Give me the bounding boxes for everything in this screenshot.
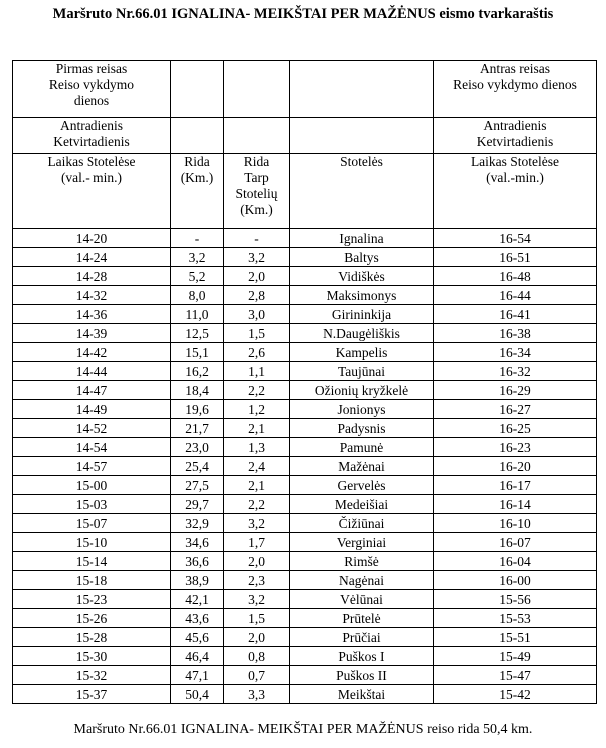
- time-second-cell: 16-17: [434, 476, 597, 495]
- stop-name-cell: Prūtelė: [290, 609, 434, 628]
- stop-name-cell: Nagėnai: [290, 571, 434, 590]
- distance-cell: 27,5: [171, 476, 224, 495]
- table-row: [13, 590, 597, 609]
- header-time-first: [13, 154, 171, 229]
- time-second-cell: 16-04: [434, 552, 597, 571]
- stop-name-cell: Taujūnai: [290, 362, 434, 381]
- distance-between-cell: 1,3: [224, 438, 290, 457]
- distance-cell: 43,6: [171, 609, 224, 628]
- stop-name-cell: Vidiškės: [290, 267, 434, 286]
- time-first-cell: 14-47: [13, 381, 171, 400]
- header-days-second: [434, 118, 597, 154]
- distance-between-cell: 2,0: [224, 552, 290, 571]
- distance-cell: 42,1: [171, 590, 224, 609]
- table-row: [13, 533, 597, 552]
- time-first-cell: 15-00: [13, 476, 171, 495]
- distance-between-cell: 2,1: [224, 476, 290, 495]
- distance-between-cell: 3,2: [224, 590, 290, 609]
- col-header-line: (Km.): [240, 202, 273, 217]
- distance-cell: 21,7: [171, 419, 224, 438]
- stop-name-cell: Meikštai: [290, 685, 434, 704]
- distance-between-cell: 2,0: [224, 267, 290, 286]
- time-first-cell: 15-32: [13, 666, 171, 685]
- time-first-cell: 15-26: [13, 609, 171, 628]
- table-row: [13, 457, 597, 476]
- col-header-line: Laikas Stotelėse: [470, 154, 560, 169]
- distance-between-cell: 2,6: [224, 343, 290, 362]
- col-header-line: (val.- min.): [60, 170, 123, 185]
- time-first-cell: 15-07: [13, 514, 171, 533]
- table-row: [13, 305, 597, 324]
- distance-between-cell: 3,2: [224, 248, 290, 267]
- distance-cell: 29,7: [171, 495, 224, 514]
- time-first-cell: 14-52: [13, 419, 171, 438]
- distance-cell: 23,0: [171, 438, 224, 457]
- header-empty-cell: [290, 118, 434, 154]
- col-header-line: Stotelės: [340, 154, 383, 169]
- distance-cell: 34,6: [171, 533, 224, 552]
- day-label: Antradienis: [60, 118, 123, 133]
- distance-cell: 3,2: [171, 248, 224, 267]
- distance-cell: 5,2: [171, 267, 224, 286]
- time-second-cell: 15-47: [434, 666, 597, 685]
- table-row: [13, 324, 597, 343]
- route-distance-note: Maršruto Nr.66.01 IGNALINA- MEIKŠTAI PER MAŽĖNUS reiso rida 50,4 km.: [73, 722, 533, 737]
- time-first-cell: 14-24: [13, 248, 171, 267]
- table-row: [13, 552, 597, 571]
- table-row: [13, 419, 597, 438]
- header-row-trips: [13, 61, 597, 118]
- time-second-cell: 16-29: [434, 381, 597, 400]
- time-second-cell: 16-27: [434, 400, 597, 419]
- time-second-cell: 16-51: [434, 248, 597, 267]
- time-second-cell: 16-41: [434, 305, 597, 324]
- distance-cell: 8,0: [171, 286, 224, 305]
- time-first-cell: 15-10: [13, 533, 171, 552]
- distance-between-cell: 1,2: [224, 400, 290, 419]
- time-first-cell: 14-36: [13, 305, 171, 324]
- distance-between-cell: 2,8: [224, 286, 290, 305]
- schedule-rows: [13, 229, 597, 704]
- table-row: [13, 343, 597, 362]
- time-second-cell: 16-54: [434, 229, 597, 248]
- header-first-trip: [13, 61, 171, 118]
- stop-name-cell: Medeišiai: [290, 495, 434, 514]
- header-first-trip-line: dienos: [73, 93, 110, 108]
- distance-cell: 38,9: [171, 571, 224, 590]
- time-second-cell: 16-34: [434, 343, 597, 362]
- header-distance: [171, 154, 224, 229]
- stop-name-cell: Rimšė: [290, 552, 434, 571]
- time-second-cell: 16-44: [434, 286, 597, 305]
- time-first-cell: 14-57: [13, 457, 171, 476]
- stop-name-cell: Maksimonys: [290, 286, 434, 305]
- table-row: [13, 229, 597, 248]
- header-distance-between: [224, 154, 290, 229]
- time-second-cell: 16-32: [434, 362, 597, 381]
- time-second-cell: 15-56: [434, 590, 597, 609]
- col-header-line: Tarp: [244, 170, 269, 185]
- time-first-cell: 15-03: [13, 495, 171, 514]
- time-second-cell: 16-07: [434, 533, 597, 552]
- time-first-cell: 14-28: [13, 267, 171, 286]
- header-row-columns: [13, 154, 597, 229]
- time-second-cell: 16-14: [434, 495, 597, 514]
- table-row: [13, 685, 597, 704]
- document-title: Maršruto Nr.66.01 IGNALINA- MEIKŠTAI PER MAŽĖNUS eismo tvarkaraštis: [52, 6, 554, 22]
- time-second-cell: 16-23: [434, 438, 597, 457]
- table-row: [13, 381, 597, 400]
- distance-cell: 36,6: [171, 552, 224, 571]
- table-row: [13, 647, 597, 666]
- time-second-cell: 16-48: [434, 267, 597, 286]
- table-row: [13, 571, 597, 590]
- distance-cell: 11,0: [171, 305, 224, 324]
- distance-between-cell: 1,5: [224, 609, 290, 628]
- distance-cell: 45,6: [171, 628, 224, 647]
- table-row: [13, 248, 597, 267]
- header-second-trip-line: Antras reisas: [479, 61, 551, 76]
- time-second-cell: 16-25: [434, 419, 597, 438]
- time-second-cell: 15-42: [434, 685, 597, 704]
- distance-between-cell: 0,8: [224, 647, 290, 666]
- distance-between-cell: 2,0: [224, 628, 290, 647]
- table-row: [13, 514, 597, 533]
- time-first-cell: 14-44: [13, 362, 171, 381]
- time-first-cell: 14-54: [13, 438, 171, 457]
- header-row-days: [13, 118, 597, 154]
- day-label: Ketvirtadienis: [53, 134, 130, 149]
- distance-between-cell: 1,7: [224, 533, 290, 552]
- distance-cell: 25,4: [171, 457, 224, 476]
- distance-between-cell: 1,1: [224, 362, 290, 381]
- time-first-cell: 15-37: [13, 685, 171, 704]
- time-second-cell: 15-53: [434, 609, 597, 628]
- stop-name-cell: Ožionių kryžkelė: [290, 381, 434, 400]
- day-label: Ketvirtadienis: [476, 134, 554, 149]
- stop-name-cell: Puškos I: [290, 647, 434, 666]
- stop-name-cell: Girininkija: [290, 305, 434, 324]
- stop-name-cell: Kampelis: [290, 343, 434, 362]
- header-time-second: [434, 154, 597, 229]
- time-first-cell: 15-14: [13, 552, 171, 571]
- header-first-trip-line: Pirmas reisas: [55, 61, 128, 76]
- col-header-line: Laikas Stotelėse: [47, 154, 136, 169]
- time-first-cell: 15-28: [13, 628, 171, 647]
- stop-name-cell: Vėlūnai: [290, 590, 434, 609]
- distance-cell: 46,4: [171, 647, 224, 666]
- distance-cell: 50,4: [171, 685, 224, 704]
- distance-cell: 47,1: [171, 666, 224, 685]
- distance-between-cell: 2,1: [224, 419, 290, 438]
- header-second-trip: [434, 61, 597, 118]
- time-second-cell: 16-38: [434, 324, 597, 343]
- time-first-cell: 14-20: [13, 229, 171, 248]
- table-row: [13, 628, 597, 647]
- table-row: [13, 666, 597, 685]
- time-first-cell: 14-42: [13, 343, 171, 362]
- header-days-first: [13, 118, 171, 154]
- stop-name-cell: Jonionys: [290, 400, 434, 419]
- header-empty-cell: [290, 61, 434, 118]
- time-second-cell: 16-20: [434, 457, 597, 476]
- header-empty-cell: [171, 118, 224, 154]
- stop-name-cell: Baltys: [290, 248, 434, 267]
- stop-name-cell: Prūčiai: [290, 628, 434, 647]
- distance-between-cell: 2,3: [224, 571, 290, 590]
- stop-name-cell: Padysnis: [290, 419, 434, 438]
- header-stops: [290, 154, 434, 229]
- time-second-cell: 15-51: [434, 628, 597, 647]
- distance-between-cell: 3,0: [224, 305, 290, 324]
- header-second-trip-line: Reiso vykdymo dienos: [453, 77, 577, 92]
- schedule-table: [12, 60, 597, 704]
- time-first-cell: 15-30: [13, 647, 171, 666]
- header-empty-cell: [224, 61, 290, 118]
- stop-name-cell: Ignalina: [290, 229, 434, 248]
- table-row: [13, 267, 597, 286]
- distance-cell: 16,2: [171, 362, 224, 381]
- col-header-line: Rida: [243, 154, 270, 169]
- table-row: [13, 476, 597, 495]
- stop-name-cell: Puškos II: [290, 666, 434, 685]
- distance-between-cell: -: [224, 229, 290, 248]
- time-first-cell: 15-18: [13, 571, 171, 590]
- time-second-cell: 16-00: [434, 571, 597, 590]
- table-row: [13, 286, 597, 305]
- time-second-cell: 15-49: [434, 647, 597, 666]
- header-first-trip-line: Reiso vykdymo: [48, 77, 135, 92]
- col-header-line: Stotelių: [235, 186, 278, 201]
- distance-cell: 32,9: [171, 514, 224, 533]
- table-row: [13, 400, 597, 419]
- distance-between-cell: 0,7: [224, 666, 290, 685]
- stop-name-cell: Verginiai: [290, 533, 434, 552]
- time-first-cell: 14-39: [13, 324, 171, 343]
- distance-cell: 19,6: [171, 400, 224, 419]
- time-first-cell: 14-49: [13, 400, 171, 419]
- time-first-cell: 15-23: [13, 590, 171, 609]
- stop-name-cell: Mažėnai: [290, 457, 434, 476]
- day-label: Antradienis: [483, 118, 547, 133]
- stop-name-cell: Gervelės: [290, 476, 434, 495]
- col-header-line: Rida: [184, 154, 210, 169]
- table-row: [13, 362, 597, 381]
- table-row: [13, 495, 597, 514]
- col-header-line: (val.-min.): [486, 170, 544, 185]
- distance-cell: 18,4: [171, 381, 224, 400]
- header-empty-cell: [224, 118, 290, 154]
- distance-cell: 15,1: [171, 343, 224, 362]
- stop-name-cell: Pamunė: [290, 438, 434, 457]
- distance-between-cell: 3,2: [224, 514, 290, 533]
- table-row: [13, 438, 597, 457]
- table-row: [13, 609, 597, 628]
- distance-cell: 12,5: [171, 324, 224, 343]
- time-second-cell: 16-10: [434, 514, 597, 533]
- stop-name-cell: N.Daugėliškis: [290, 324, 434, 343]
- stop-name-cell: Čižiūnai: [290, 514, 434, 533]
- distance-between-cell: 3,3: [224, 685, 290, 704]
- distance-between-cell: 2,2: [224, 381, 290, 400]
- header-empty-cell: [171, 61, 224, 118]
- distance-between-cell: 1,5: [224, 324, 290, 343]
- distance-between-cell: 2,4: [224, 457, 290, 476]
- distance-cell: -: [171, 229, 224, 248]
- time-first-cell: 14-32: [13, 286, 171, 305]
- col-header-line: (Km.): [180, 170, 214, 185]
- distance-between-cell: 2,2: [224, 495, 290, 514]
